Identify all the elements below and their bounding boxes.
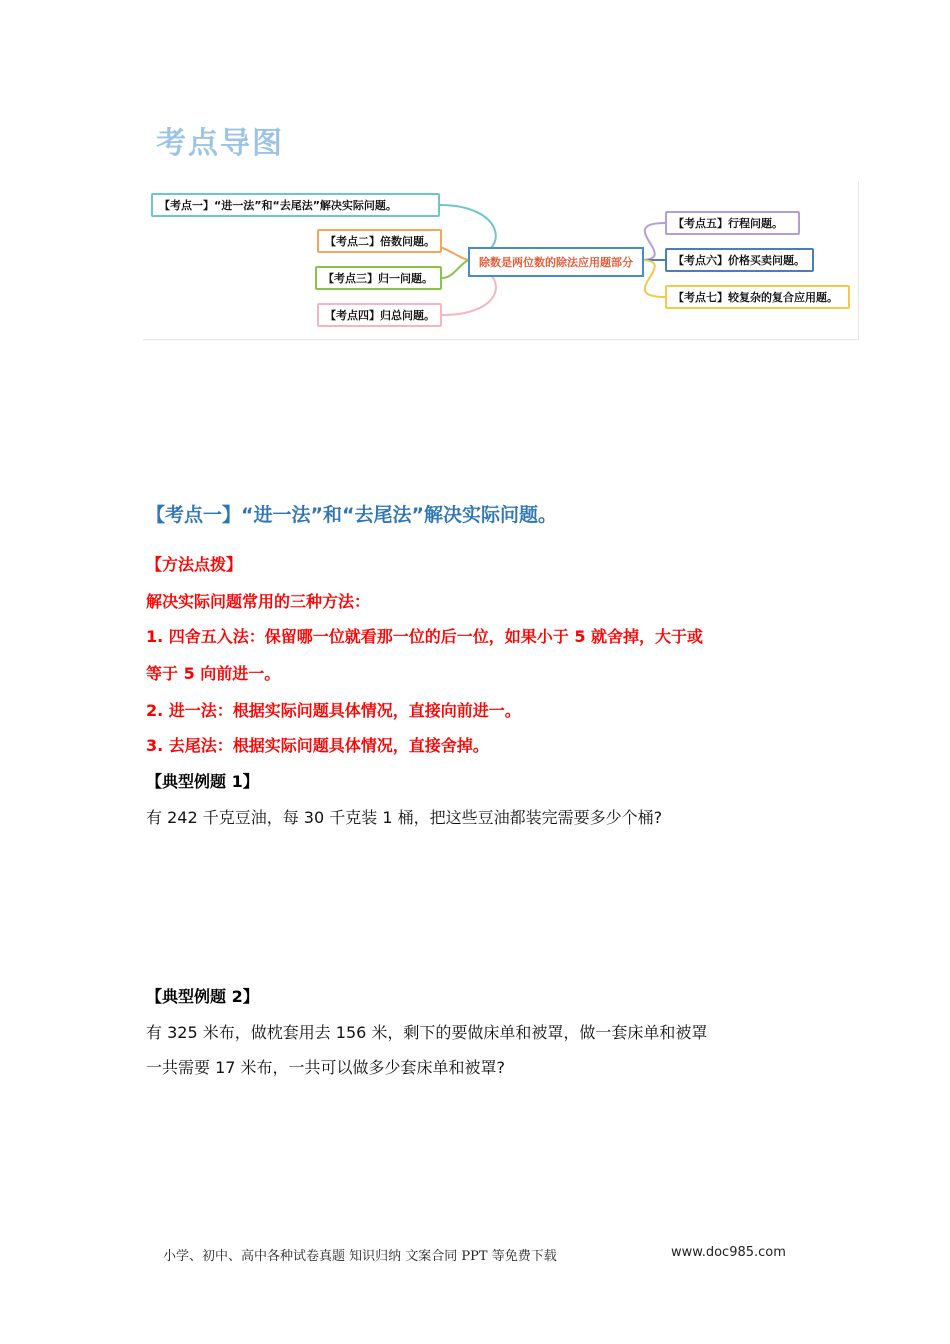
connector-3 — [442, 260, 468, 278]
footer-url[interactable]: www.doc985.com — [671, 1245, 786, 1260]
example-1-heading: 【典型例题 1】 — [146, 772, 259, 791]
mindmap-node-3: 【考点三】归一问题。 — [315, 266, 442, 290]
method-1-line2: 等于 5 向前进一。 — [146, 664, 281, 683]
mindmap-node-6: 【考点六】价格买卖问题。 — [665, 248, 814, 272]
method-1-line1: 1. 四舍五入法：保留哪一位就看那一位的后一位，如果小于 5 就舍掉，大于或 — [146, 627, 704, 646]
method-heading: 【方法点拨】 — [146, 555, 243, 574]
mindmap-node-7: 【考点七】较复杂的复合应用题。 — [665, 285, 850, 309]
example-1-text: 有 242 千克豆油，每 30 千克装 1 桶，把这些豆油都装完需要多少个桶? — [146, 808, 663, 827]
mindmap — [143, 181, 859, 340]
mindmap-title: 考点导图 — [156, 126, 284, 161]
example-2-line2: 一共需要 17 米布，一共可以做多少套床单和被罩? — [146, 1058, 506, 1077]
section-title: 【考点一】“进一法”和“去尾法”解决实际问题。 — [146, 504, 557, 526]
footer-text: 小学、初中、高中各种试卷真题 知识归纳 文案合同 PPT 等免费下载 — [163, 1249, 557, 1264]
mindmap-center-node: 除数是两位数的除法应用题部分 — [468, 247, 644, 277]
example-2-heading: 【典型例题 2】 — [146, 987, 259, 1006]
method-2: 2. 进一法：根据实际问题具体情况，直接向前进一。 — [146, 701, 521, 720]
method-3: 3. 去尾法：根据实际问题具体情况，直接舍掉。 — [146, 736, 489, 755]
method-intro: 解决实际问题常用的三种方法： — [146, 592, 371, 611]
mindmap-node-5: 【考点五】行程问题。 — [665, 211, 800, 235]
mindmap-node-2: 【考点二】倍数问题。 — [317, 229, 442, 253]
mindmap-node-4: 【考点四】归总问题。 — [317, 303, 442, 327]
example-2-line1: 有 325 米布，做枕套用去 156 米，剩下的要做床单和被罩，做一套床单和被罩 — [146, 1023, 708, 1042]
mindmap-node-1: 【考点一】“进一法”和“去尾法”解决实际问题。 — [151, 193, 440, 217]
